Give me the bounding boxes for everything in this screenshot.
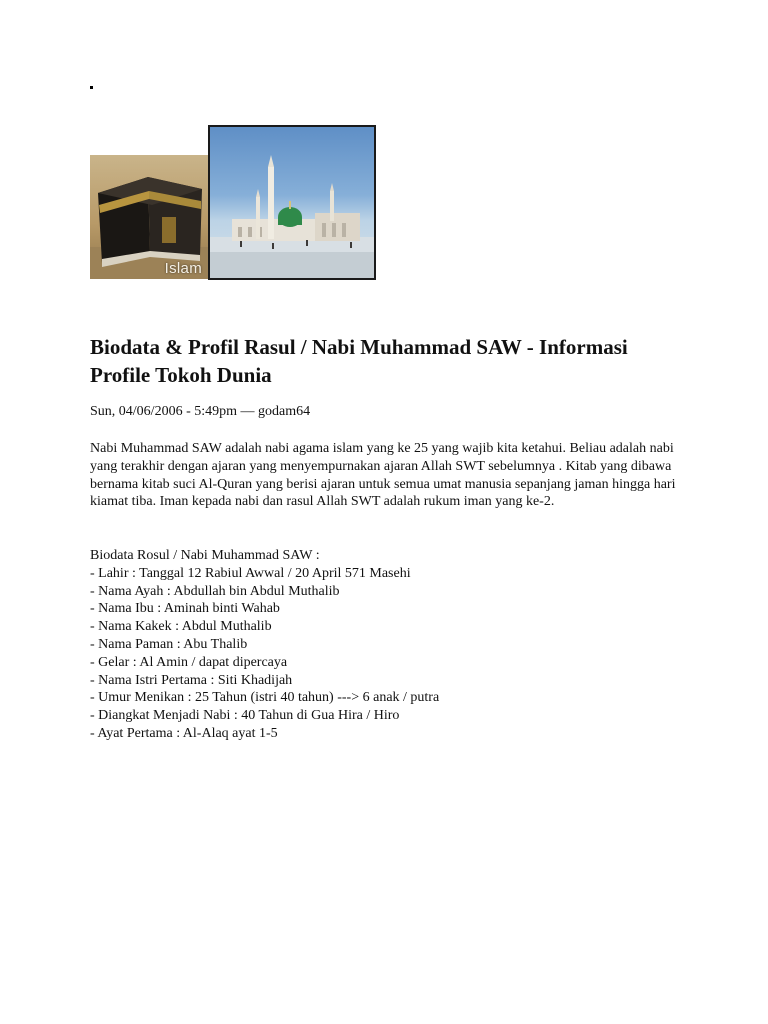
biodata-item: - Nama Istri Pertama : Siti Khadijah bbox=[90, 672, 293, 688]
kaaba-image bbox=[90, 155, 208, 279]
biodata-item: - Nama Ayah : Abdullah bin Abdul Muthalib bbox=[90, 583, 340, 599]
biodata-item: - Lahir : Tanggal 12 Rabiul Awwal / 20 April 571 Masehi bbox=[90, 565, 411, 581]
mosque-illustration bbox=[210, 127, 374, 278]
intro-paragraph: Nabi Muhammad SAW adalah nabi agama islam yang ke 25 yang wajib kita ketahui. Beliau adalah nabi yang terakhir dengan ajaran yang menyempurnakan ajaran Allah SWT sebelumnya . Kitab yang dibawa bernama kitab suci Al-Quran yang berisi ajaran untuk semua umat manusia sepanjang jaman hingga hari kiamat tiba. Iman kepada nabi dan rasul Allah SWT adalah rukum iman yang ke-2. bbox=[90, 441, 676, 510]
biodata-item: - Ayat Pertama : Al-Alaq ayat 1-5 bbox=[90, 725, 278, 741]
bullet-dot bbox=[90, 86, 93, 89]
biodata-item: - Diangkat Menjadi Nabi : 40 Tahun di Gua Hira / Hiro bbox=[90, 708, 400, 724]
article-meta: Sun, 04/06/2006 - 5:49pm — godam64 bbox=[90, 404, 311, 419]
biodata-list bbox=[90, 547, 690, 743]
mosque-image bbox=[208, 125, 376, 280]
biodata-item: - Nama Ibu : Aminah binti Wahab bbox=[90, 601, 280, 617]
biodata-heading: Biodata Rosul / Nabi Muhammad SAW : bbox=[90, 548, 320, 563]
biodata-item: - Umur Menikan : 25 Tahun (istri 40 tahun) ---> 6 anak / putra bbox=[90, 690, 440, 706]
article-body bbox=[90, 440, 680, 511]
biodata-item: - Gelar : Al Amin / dapat dipercaya bbox=[90, 654, 288, 670]
biodata-item: - Nama Paman : Abu Thalib bbox=[90, 636, 248, 652]
kaaba-caption: Islam bbox=[164, 260, 202, 277]
biodata-item: - Nama Kakek : Abdul Muthalib bbox=[90, 619, 272, 635]
article-title: Biodata & Profil Rasul / Nabi Muhammad SAW - Informasi Profile Tokoh Dunia bbox=[90, 335, 628, 387]
